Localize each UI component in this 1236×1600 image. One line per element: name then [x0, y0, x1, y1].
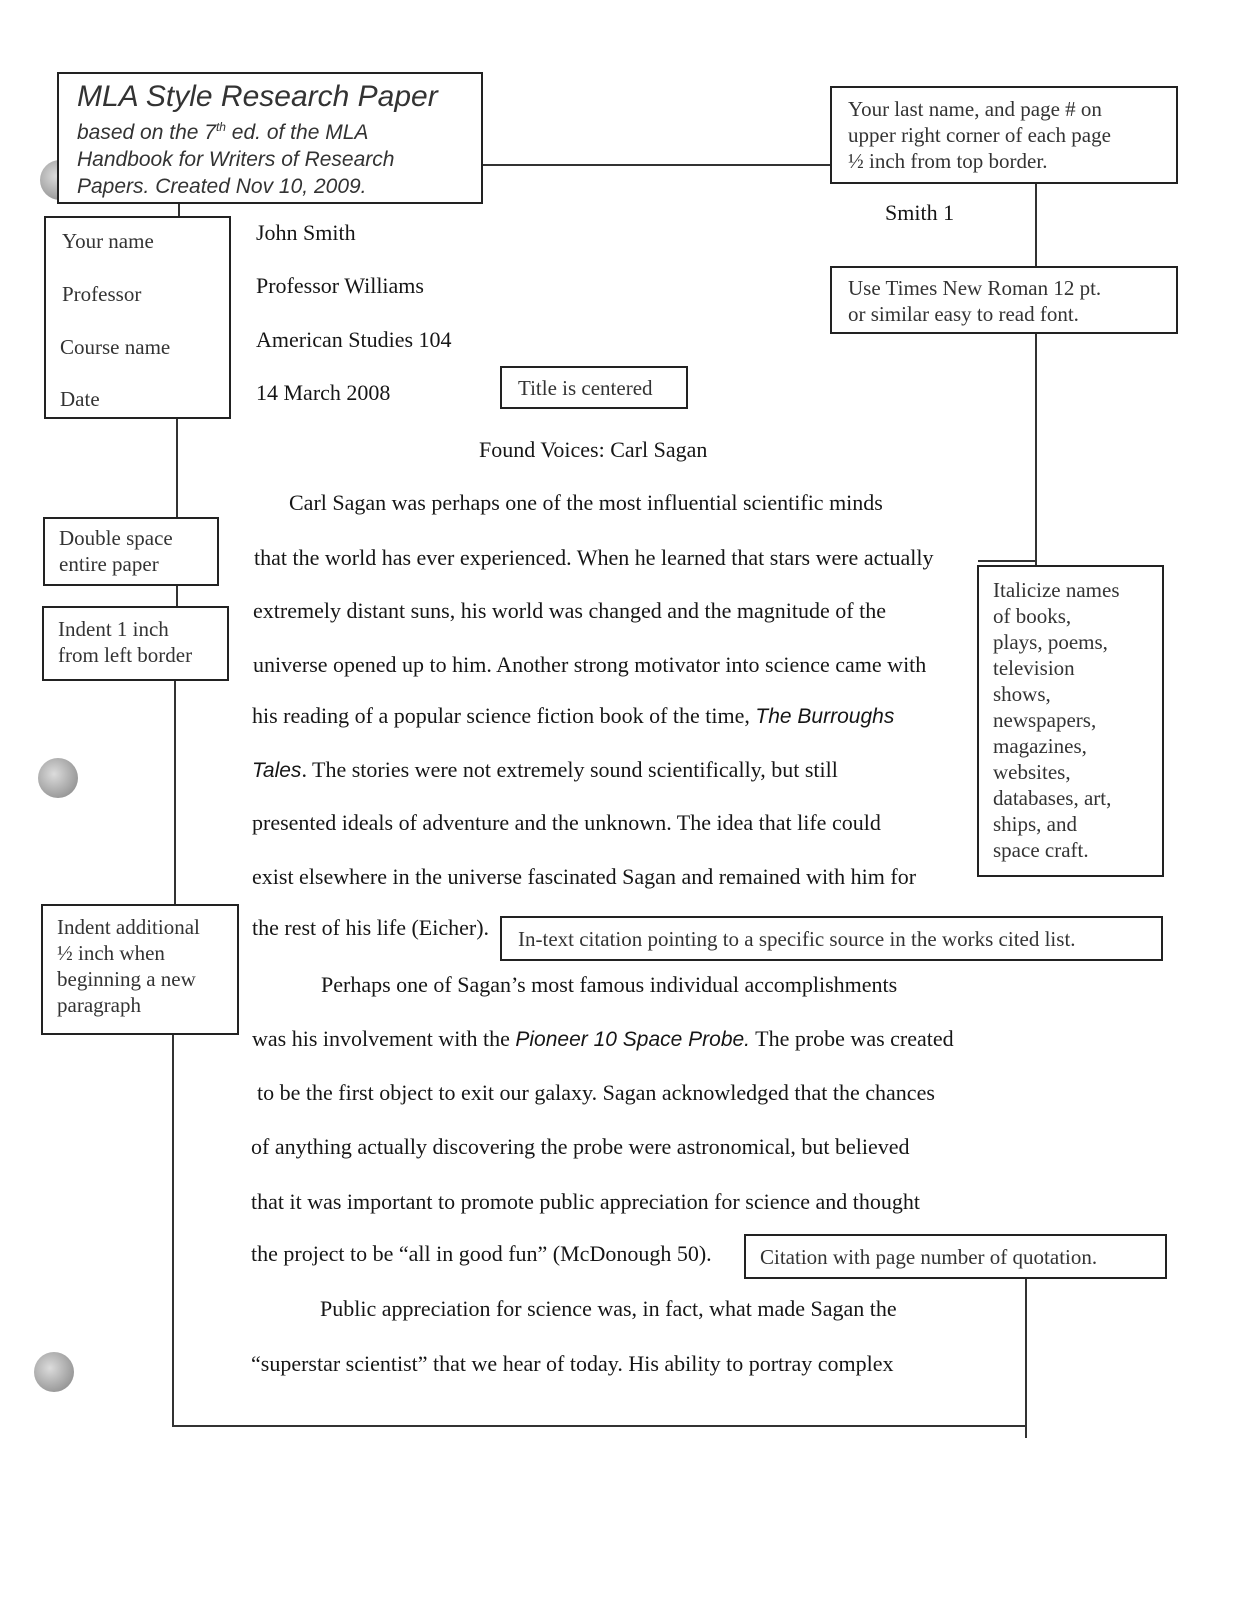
- body-line-5-text: his reading of a popular science fiction book of the time,: [252, 703, 756, 728]
- header-note-line3: Papers. Created Nov 10, 2009.: [77, 175, 367, 198]
- body-line-5: [252, 703, 894, 729]
- page-number: Smith 1: [885, 200, 955, 225]
- body-line-4: universe opened up to him. Another strong motivator into science came with: [253, 652, 927, 677]
- connector-right-bottom: [1025, 1278, 1027, 1438]
- connector-bottom: [172, 1425, 1027, 1427]
- indent-additional-note-line4: paragraph: [57, 993, 141, 1017]
- body-line-6: [252, 757, 838, 783]
- title-centered-note: Title is centered: [518, 376, 653, 400]
- double-space-note-line1: Double space: [59, 526, 173, 550]
- header-note-box: [57, 72, 483, 204]
- page-header-note-line1: Your last name, and page # on: [848, 97, 1102, 121]
- label-date: Date: [60, 387, 100, 411]
- page-citation-note: Citation with page number of quotation.: [760, 1245, 1098, 1269]
- binder-hole-bottom: [34, 1352, 74, 1392]
- italicize-note-line3: plays, poems,: [993, 630, 1108, 654]
- font-note-box: [830, 266, 1178, 334]
- indent-one-note-line1: Indent 1 inch: [58, 617, 169, 641]
- connector-right-2: [1035, 333, 1037, 565]
- title-centered-note-box: [500, 366, 688, 409]
- page-header-note-line3: ½ inch from top border.: [848, 149, 1048, 173]
- connector-right-1: [1035, 184, 1037, 266]
- body-line-9: the rest of his life (Eicher).: [252, 915, 490, 940]
- double-space-note-box: [43, 517, 219, 586]
- italicize-note-line9: databases, art,: [993, 786, 1112, 810]
- italicize-note-line10: ships, and: [993, 812, 1077, 836]
- connector-left-3: [174, 680, 176, 905]
- header-note-line1: [77, 114, 481, 146]
- indent-additional-note-line1: Indent additional: [57, 915, 200, 939]
- double-space-note-line2: entire paper: [59, 552, 159, 576]
- body-line-1: Carl Sagan was perhaps one of the most influential scientific minds: [289, 490, 883, 515]
- italicize-note-line5: shows,: [993, 682, 1051, 706]
- probe-name-italic: Pioneer 10 Space Probe.: [515, 1028, 751, 1051]
- indent-additional-note-line2: ½ inch when: [57, 941, 165, 965]
- body-line-13: of anything actually discovering the probe were astronomical, but believed: [251, 1134, 910, 1159]
- body-line-16: Public appreciation for science was, in fact, what made Sagan the: [320, 1296, 897, 1321]
- connector-header-to-page-note: [482, 164, 832, 166]
- body-line-15: the project to be “all in good fun” (McDonough 50).: [251, 1241, 712, 1266]
- italicize-note-line4: television: [993, 656, 1075, 680]
- page-header-note-box: [830, 86, 1178, 184]
- indent-additional-note-line3: beginning a new: [57, 967, 196, 991]
- body-line-8: exist elsewhere in the universe fascinated Sagan and remained with him for: [252, 864, 917, 889]
- header-note-sup: th: [215, 120, 226, 134]
- connector-left-4: [172, 1034, 174, 1426]
- body-line-3: extremely distant suns, his world was changed and the magnitude of the: [253, 598, 886, 623]
- page-citation-note-box: [744, 1234, 1167, 1279]
- body-line-6-text: . The stories were not extremely sound scientifically, but still: [301, 757, 838, 782]
- body-line-11: [252, 1026, 954, 1052]
- header-note-line1-post: ed. of the MLA: [225, 121, 369, 144]
- italicize-note-line2: of books,: [993, 604, 1072, 628]
- connector-left-2: [176, 585, 178, 607]
- italicize-note-line11: space craft.: [993, 838, 1089, 862]
- body-line-14: that it was important to promote public appreciation for science and thought: [251, 1189, 920, 1214]
- in-text-citation-note: In-text citation pointing to a specific source in the works cited list.: [518, 927, 1076, 951]
- font-note-line2: or similar easy to read font.: [848, 302, 1079, 326]
- italicize-note-line6: newspapers,: [993, 708, 1097, 732]
- font-note-line1: Use Times New Roman 12 pt.: [848, 276, 1102, 300]
- italicize-note-line1: Italicize names: [993, 578, 1120, 602]
- header-note-line1-pre: based on the 7: [77, 121, 216, 144]
- indent-one-note-box: [42, 606, 229, 681]
- italicize-note-line7: magazines,: [993, 734, 1087, 758]
- header-note-title: MLA Style Research Paper: [77, 80, 438, 113]
- paper-date: 14 March 2008: [256, 380, 391, 405]
- paper-title: Found Voices: Carl Sagan: [479, 437, 708, 462]
- body-line-10: Perhaps one of Sagan’s most famous individual accomplishments: [321, 972, 898, 997]
- indent-additional-note-box: [41, 904, 239, 1035]
- indent-one-note-line2: from left border: [58, 643, 193, 667]
- italicize-note-line8: websites,: [993, 760, 1071, 784]
- body-line-7: presented ideals of adventure and the unknown. The idea that life could: [252, 810, 881, 835]
- body-line-17: “superstar scientist” that we hear of today. His ability to portray complex: [251, 1351, 894, 1376]
- binder-hole-middle: [38, 758, 78, 798]
- label-your-name: Your name: [62, 229, 154, 253]
- body-line-11-pre: was his involvement with the: [252, 1026, 516, 1051]
- heading-labels-box: [44, 216, 231, 419]
- professor-name: Professor Williams: [256, 273, 424, 298]
- body-line-11-post: The probe was created: [750, 1026, 954, 1051]
- header-note-line2: Handbook for Writers of Research: [77, 148, 395, 171]
- book-title-italic-2: Tales: [252, 759, 302, 782]
- body-line-2: that the world has ever experienced. When he learned that stars were actually: [254, 545, 934, 570]
- italicize-note-box: [977, 565, 1164, 877]
- in-text-citation-note-box: [500, 916, 1163, 961]
- book-title-italic-1: The Burroughs: [755, 705, 895, 728]
- page-header-note-line2: upper right corner of each page: [848, 123, 1111, 147]
- label-professor: Professor: [62, 282, 142, 306]
- course-name: American Studies 104: [256, 327, 452, 352]
- connector-to-italic-note: [978, 560, 1036, 562]
- body-line-12: to be the first object to exit our galaxy. Sagan acknowledged that the chances: [257, 1080, 935, 1105]
- label-course-name: Course name: [60, 335, 171, 359]
- connector-left-1: [176, 418, 178, 518]
- author-name: John Smith: [256, 220, 356, 245]
